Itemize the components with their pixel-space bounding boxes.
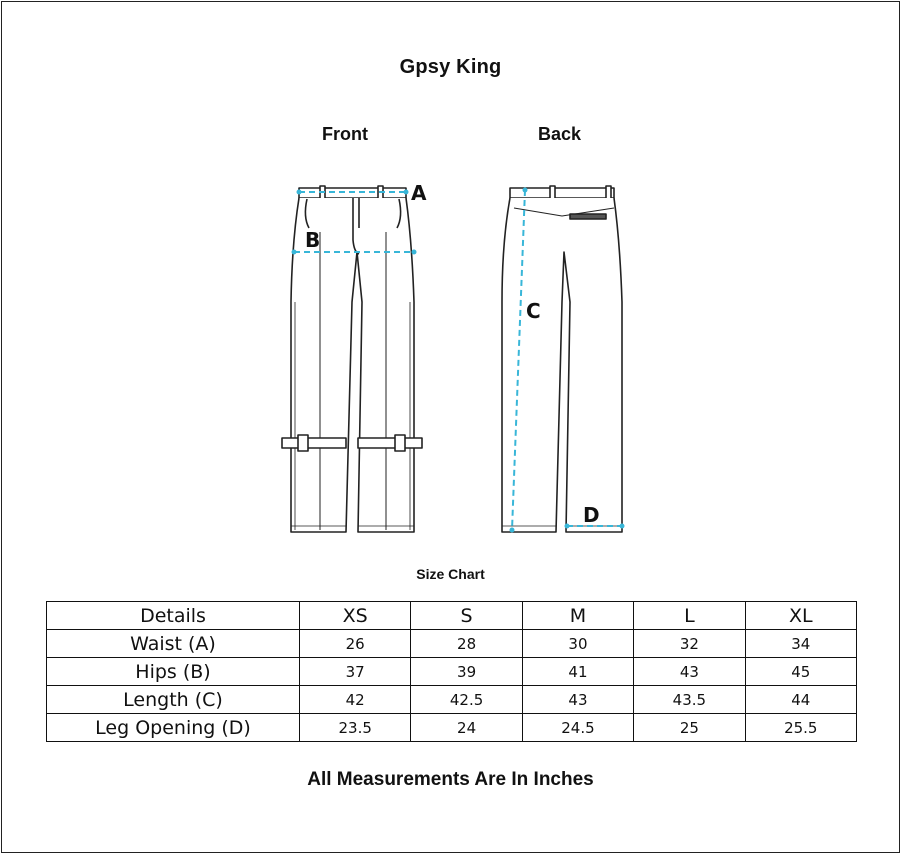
table-cell: 25 — [634, 714, 745, 742]
table-cell: 43 — [634, 658, 745, 686]
table-cell: 41 — [522, 658, 633, 686]
table-cell: 42.5 — [411, 686, 522, 714]
back-view-label: Back — [538, 124, 582, 144]
header-xl: XL — [745, 602, 856, 630]
table-cell: 42 — [300, 686, 411, 714]
table-cell: 24.5 — [522, 714, 633, 742]
table-cell: 44 — [745, 686, 856, 714]
table-row — [47, 630, 857, 658]
pants-technical-drawing — [2, 2, 901, 562]
row-label: Waist (A) — [47, 630, 300, 658]
table-cell: 43.5 — [634, 686, 745, 714]
table-cell: 23.5 — [300, 714, 411, 742]
table-cell: 25.5 — [745, 714, 856, 742]
table-cell: 37 — [300, 658, 411, 686]
product-title: Gpsy King — [399, 56, 502, 78]
table-row — [47, 686, 857, 714]
table-cell: 24 — [411, 714, 522, 742]
header-l: L — [634, 602, 745, 630]
table-cell: 30 — [522, 630, 633, 658]
header-details: Details — [47, 602, 300, 630]
table-cell: 26 — [300, 630, 411, 658]
table-cell: 32 — [634, 630, 745, 658]
table-cell: 39 — [411, 658, 522, 686]
table-row — [47, 714, 857, 742]
table-header-row — [47, 602, 857, 630]
table-cell: 28 — [411, 630, 522, 658]
table-cell: 45 — [745, 658, 856, 686]
size-chart-caption: Size Chart — [416, 566, 485, 582]
row-label: Hips (B) — [47, 658, 300, 686]
marker-c: C — [526, 299, 541, 323]
back-pants-illustration — [502, 186, 622, 532]
table-cell: 43 — [522, 686, 633, 714]
row-label: Length (C) — [47, 686, 300, 714]
table-row — [47, 658, 857, 686]
marker-a: A — [411, 181, 427, 205]
header-s: S — [411, 602, 522, 630]
header-xs: XS — [300, 602, 411, 630]
size-table — [46, 601, 857, 742]
size-chart-page — [1, 1, 900, 853]
row-label: Leg Opening (D) — [47, 714, 300, 742]
marker-d: D — [583, 503, 600, 527]
front-view-label: Front — [322, 124, 368, 144]
header-m: M — [522, 602, 633, 630]
measurement-units-note: All Measurements Are In Inches — [307, 769, 594, 790]
table-cell: 34 — [745, 630, 856, 658]
front-pants-illustration — [282, 186, 422, 532]
marker-b: B — [305, 228, 321, 252]
